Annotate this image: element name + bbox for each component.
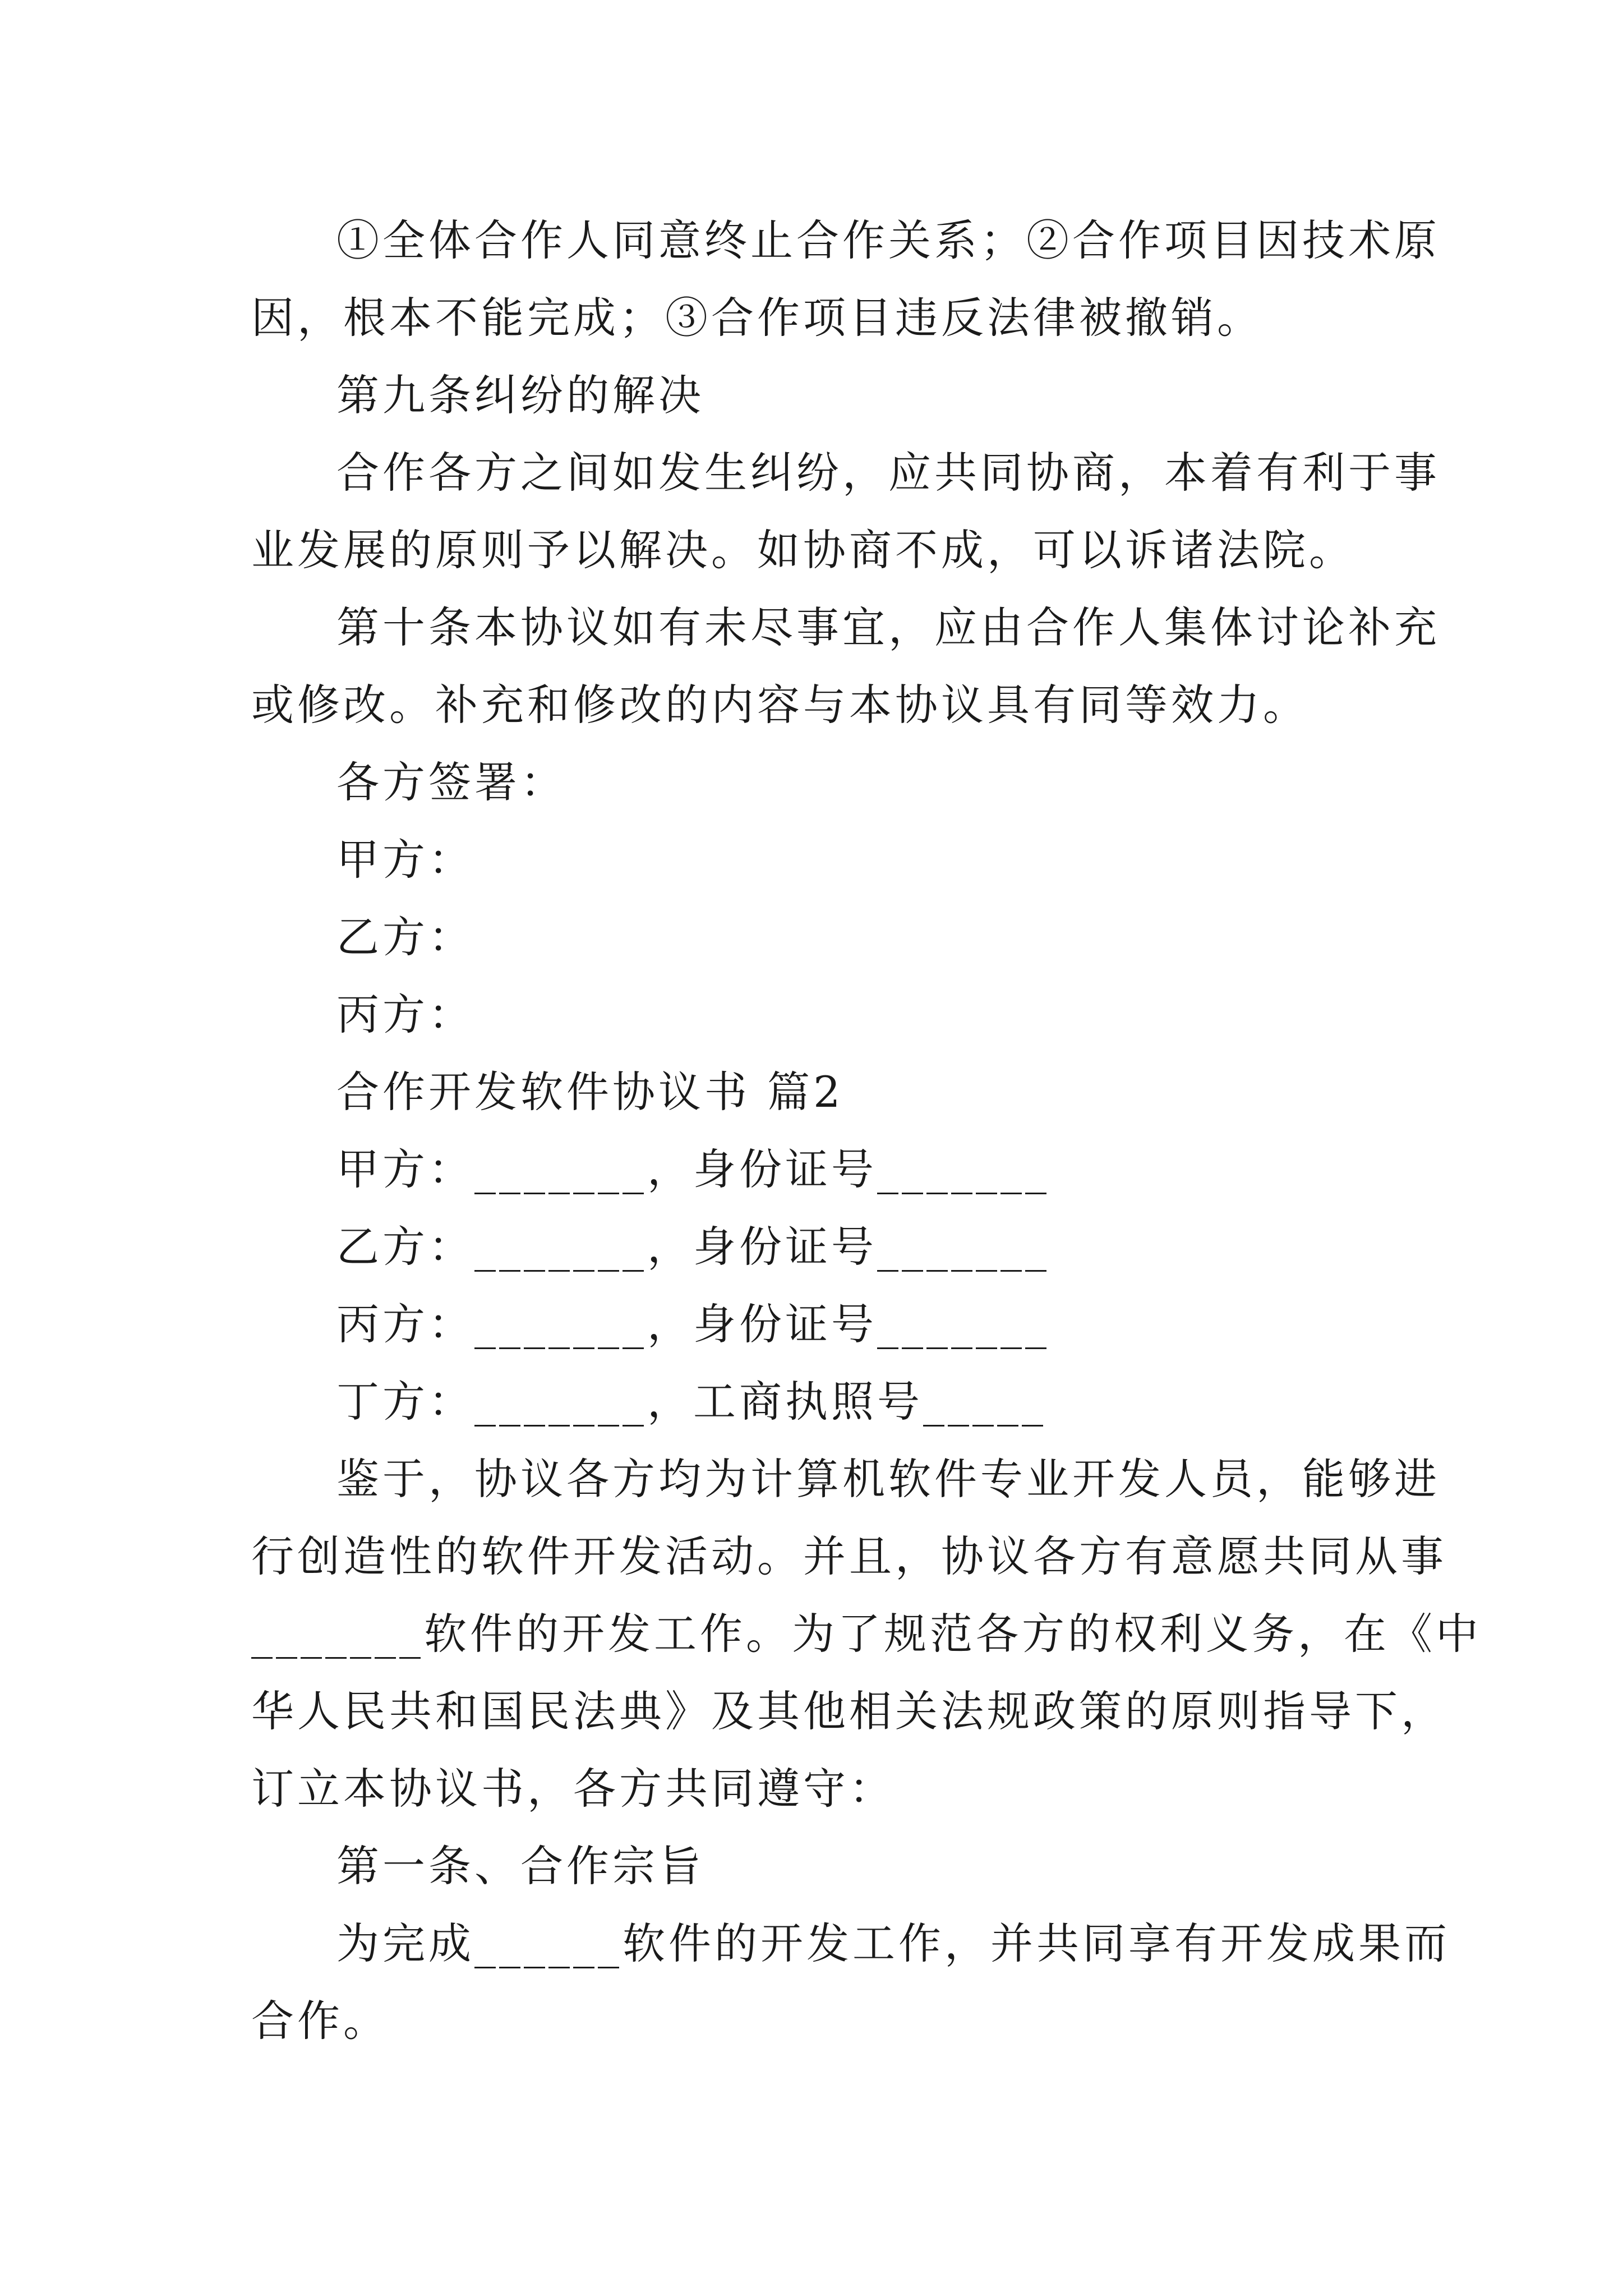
text-line: 合作各方之间如发生纠纷，应共同协商，本着有利于事 — [336, 448, 1440, 498]
text-line: 行创造性的软件开发活动。并且，协议各方有意愿共同从事 — [251, 1531, 1447, 1581]
party-a-line: 甲方：_______，身份证号_______ — [336, 1144, 1050, 1194]
party-b-line: 乙方：_______，身份证号_______ — [336, 1222, 1050, 1272]
document-title: 合作开发软件协议书 篇2 — [336, 1067, 844, 1117]
party-b-signature: 乙方： — [336, 912, 474, 962]
party-c-signature: 丙方： — [336, 990, 474, 1039]
text-line: 或修改。补充和修改的内容与本协议具有同等效力。 — [251, 680, 1309, 730]
document-page — [251, 202, 1482, 2060]
party-a-signature: 甲方： — [336, 835, 474, 885]
text-line: 因，根本不能完成；③合作项目违反法律被撤销。 — [251, 293, 1263, 343]
text-line: 业发展的原则予以解决。如协商不成，可以诉诸法院。 — [251, 525, 1355, 575]
party-d-line: 丁方：_______，工商执照号_____ — [336, 1377, 1046, 1427]
text-line: ①全体合作人同意终止合作关系；②合作项目因技术原 — [336, 215, 1440, 265]
text-line: 华人民共和国民法典》及其他相关法规政策的原则指导下， — [251, 1686, 1447, 1736]
section-heading: 第九条纠纷的解决 — [336, 370, 704, 420]
text-line: 为完成______软件的开发工作，并共同享有开发成果而 — [336, 1918, 1450, 1968]
text-line: _______软件的开发工作。为了规范各方的权利义务，在《中 — [251, 1609, 1482, 1659]
text-line: 订立本协议书，各方共同遵守： — [251, 1764, 895, 1814]
signature-heading: 各方签署： — [336, 757, 566, 807]
text-line: 第十条本协议如有未尽事宜，应由合作人集体讨论补充 — [336, 602, 1440, 652]
text-line: 鉴于，协议各方均为计算机软件专业开发人员，能够进 — [336, 1454, 1440, 1504]
text-line: 合作。 — [251, 1996, 389, 2046]
section-heading: 第一条、合作宗旨 — [336, 1841, 704, 1891]
party-c-line: 丙方：_______，身份证号_______ — [336, 1299, 1050, 1349]
